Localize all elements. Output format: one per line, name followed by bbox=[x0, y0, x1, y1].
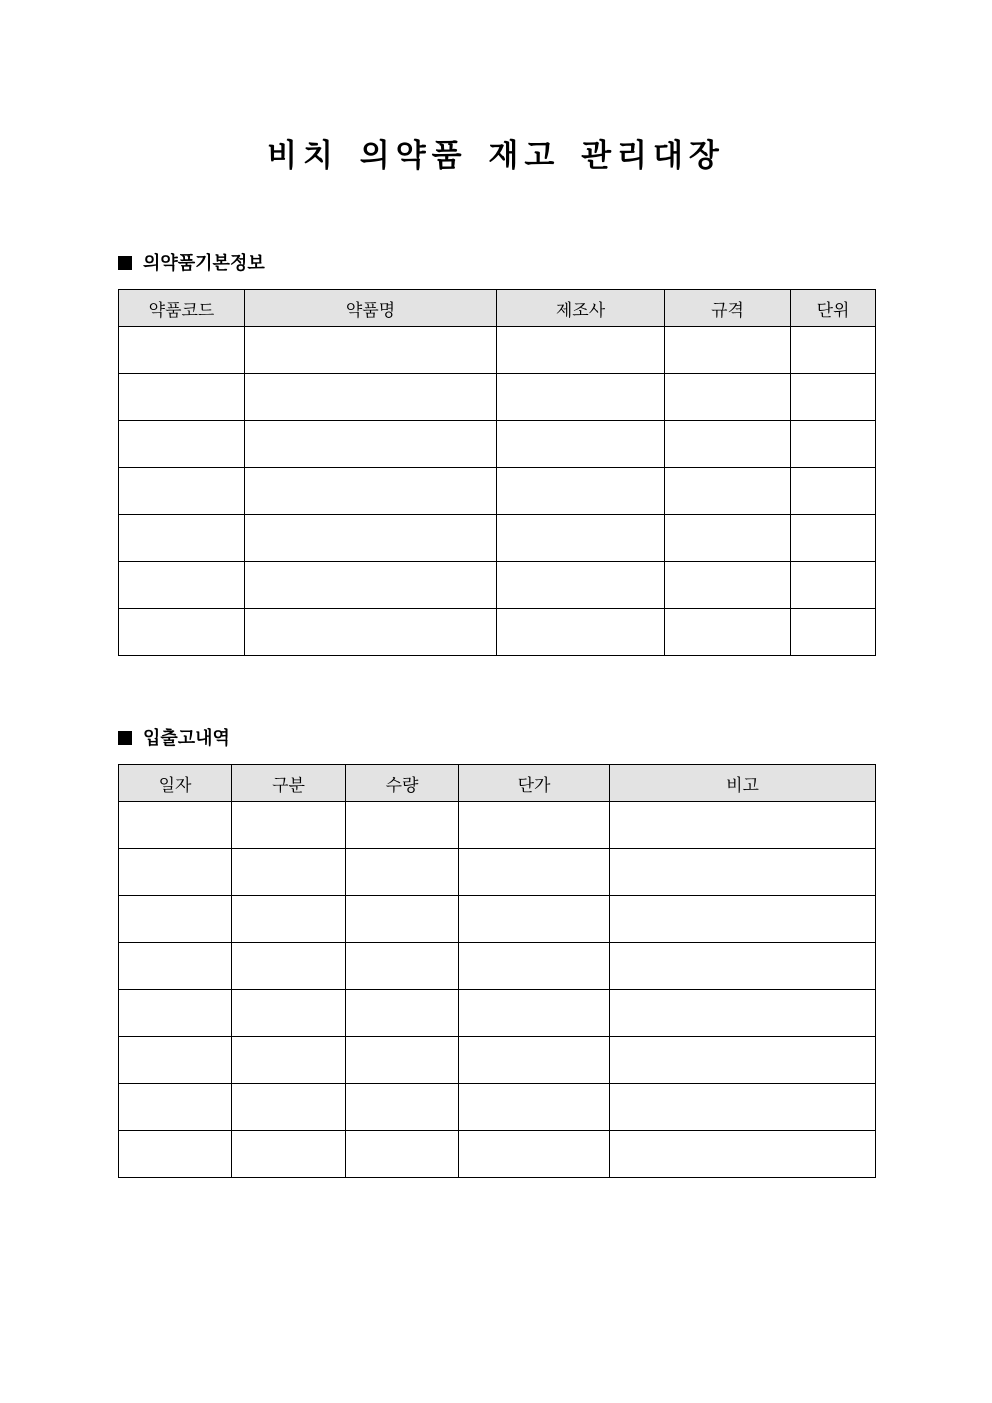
table-cell[interactable] bbox=[232, 1131, 346, 1178]
table-cell[interactable] bbox=[119, 421, 245, 468]
table-cell[interactable] bbox=[497, 609, 665, 656]
table-row bbox=[119, 609, 876, 656]
table-cell[interactable] bbox=[346, 1037, 459, 1084]
table-cell[interactable] bbox=[610, 802, 876, 849]
table-row bbox=[119, 562, 876, 609]
table-cell[interactable] bbox=[791, 515, 876, 562]
table-cell[interactable] bbox=[232, 849, 346, 896]
column-header-unit-price: 단가 bbox=[459, 765, 610, 802]
table-cell[interactable] bbox=[119, 990, 232, 1037]
column-header-unit: 단위 bbox=[791, 290, 876, 327]
table-cell[interactable] bbox=[665, 609, 791, 656]
table-row bbox=[119, 515, 876, 562]
table-cell[interactable] bbox=[791, 374, 876, 421]
table-cell[interactable] bbox=[610, 990, 876, 1037]
table-cell[interactable] bbox=[119, 849, 232, 896]
table-cell[interactable] bbox=[610, 1037, 876, 1084]
table-cell[interactable] bbox=[610, 1131, 876, 1178]
table-cell[interactable] bbox=[119, 562, 245, 609]
table-cell[interactable] bbox=[346, 990, 459, 1037]
table-cell[interactable] bbox=[459, 943, 610, 990]
table-cell[interactable] bbox=[346, 943, 459, 990]
section-title-in-out-history bbox=[118, 727, 230, 751]
table-cell[interactable] bbox=[610, 943, 876, 990]
table-cell[interactable] bbox=[459, 1131, 610, 1178]
table-cell[interactable] bbox=[232, 990, 346, 1037]
table-cell[interactable] bbox=[232, 802, 346, 849]
table-cell[interactable] bbox=[346, 1084, 459, 1131]
table-header-row bbox=[119, 765, 876, 802]
table-cell[interactable] bbox=[497, 562, 665, 609]
table-cell[interactable] bbox=[119, 515, 245, 562]
column-header-remarks: 비고 bbox=[610, 765, 876, 802]
column-header-drug-name: 약품명 bbox=[245, 290, 497, 327]
table-cell[interactable] bbox=[665, 468, 791, 515]
drug-info-table bbox=[118, 289, 876, 656]
table-cell[interactable] bbox=[497, 327, 665, 374]
column-header-drug-code: 약품코드 bbox=[119, 290, 245, 327]
column-header-spec: 규격 bbox=[665, 290, 791, 327]
table-row bbox=[119, 1084, 876, 1131]
table-cell[interactable] bbox=[497, 374, 665, 421]
table-cell[interactable] bbox=[497, 515, 665, 562]
table-cell[interactable] bbox=[119, 1131, 232, 1178]
table-cell[interactable] bbox=[497, 421, 665, 468]
table-row bbox=[119, 327, 876, 374]
section-title-text: 입출고내역 bbox=[143, 728, 230, 749]
table-cell[interactable] bbox=[245, 421, 497, 468]
table-cell[interactable] bbox=[665, 421, 791, 468]
table-cell[interactable] bbox=[119, 896, 232, 943]
table-row bbox=[119, 896, 876, 943]
table-cell[interactable] bbox=[459, 802, 610, 849]
square-bullet-icon bbox=[118, 256, 132, 270]
table-cell[interactable] bbox=[791, 562, 876, 609]
table-cell[interactable] bbox=[119, 327, 245, 374]
table-row bbox=[119, 802, 876, 849]
table-cell[interactable] bbox=[459, 896, 610, 943]
column-header-date: 일자 bbox=[119, 765, 232, 802]
column-header-manufacturer: 제조사 bbox=[497, 290, 665, 327]
table-cell[interactable] bbox=[497, 468, 665, 515]
table-cell[interactable] bbox=[245, 609, 497, 656]
table-cell[interactable] bbox=[610, 896, 876, 943]
table-cell[interactable] bbox=[232, 943, 346, 990]
table-cell[interactable] bbox=[346, 849, 459, 896]
table-cell[interactable] bbox=[791, 609, 876, 656]
table-cell[interactable] bbox=[665, 515, 791, 562]
table-cell[interactable] bbox=[665, 562, 791, 609]
table-row bbox=[119, 1131, 876, 1178]
table-cell[interactable] bbox=[119, 374, 245, 421]
in-out-history-table bbox=[118, 764, 876, 1178]
table-cell[interactable] bbox=[245, 468, 497, 515]
square-bullet-icon bbox=[118, 731, 132, 745]
table-row bbox=[119, 374, 876, 421]
table-header-row bbox=[119, 290, 876, 327]
table-cell[interactable] bbox=[459, 990, 610, 1037]
table-cell[interactable] bbox=[791, 327, 876, 374]
table-cell[interactable] bbox=[665, 374, 791, 421]
table-cell[interactable] bbox=[346, 1131, 459, 1178]
table-cell[interactable] bbox=[791, 468, 876, 515]
table-cell[interactable] bbox=[346, 802, 459, 849]
table-row bbox=[119, 849, 876, 896]
table-cell[interactable] bbox=[232, 896, 346, 943]
table-cell[interactable] bbox=[245, 515, 497, 562]
table-row bbox=[119, 1037, 876, 1084]
table-cell[interactable] bbox=[119, 1037, 232, 1084]
table-cell[interactable] bbox=[245, 374, 497, 421]
table-cell[interactable] bbox=[119, 468, 245, 515]
table-cell[interactable] bbox=[245, 327, 497, 374]
table-cell[interactable] bbox=[119, 802, 232, 849]
column-header-type: 구분 bbox=[232, 765, 346, 802]
table-cell[interactable] bbox=[665, 327, 791, 374]
section-title-drug-info bbox=[118, 252, 265, 276]
table-cell[interactable] bbox=[459, 1084, 610, 1131]
page-title: 비치 의약품 재고 관리대장 bbox=[267, 138, 725, 174]
table-cell[interactable] bbox=[232, 1084, 346, 1131]
table-cell[interactable] bbox=[459, 1037, 610, 1084]
table-cell[interactable] bbox=[232, 1037, 346, 1084]
table-cell[interactable] bbox=[245, 562, 497, 609]
table-cell[interactable] bbox=[119, 1084, 232, 1131]
table-row bbox=[119, 468, 876, 515]
table-row bbox=[119, 990, 876, 1037]
table-cell[interactable] bbox=[346, 896, 459, 943]
table-row bbox=[119, 943, 876, 990]
table-cell[interactable] bbox=[610, 849, 876, 896]
table-cell[interactable] bbox=[119, 609, 245, 656]
table-cell[interactable] bbox=[610, 1084, 876, 1131]
column-header-quantity: 수량 bbox=[346, 765, 459, 802]
section-title-text: 의약품기본정보 bbox=[143, 253, 265, 274]
table-row bbox=[119, 421, 876, 468]
table-cell[interactable] bbox=[119, 943, 232, 990]
table-cell[interactable] bbox=[459, 849, 610, 896]
table-cell[interactable] bbox=[791, 421, 876, 468]
